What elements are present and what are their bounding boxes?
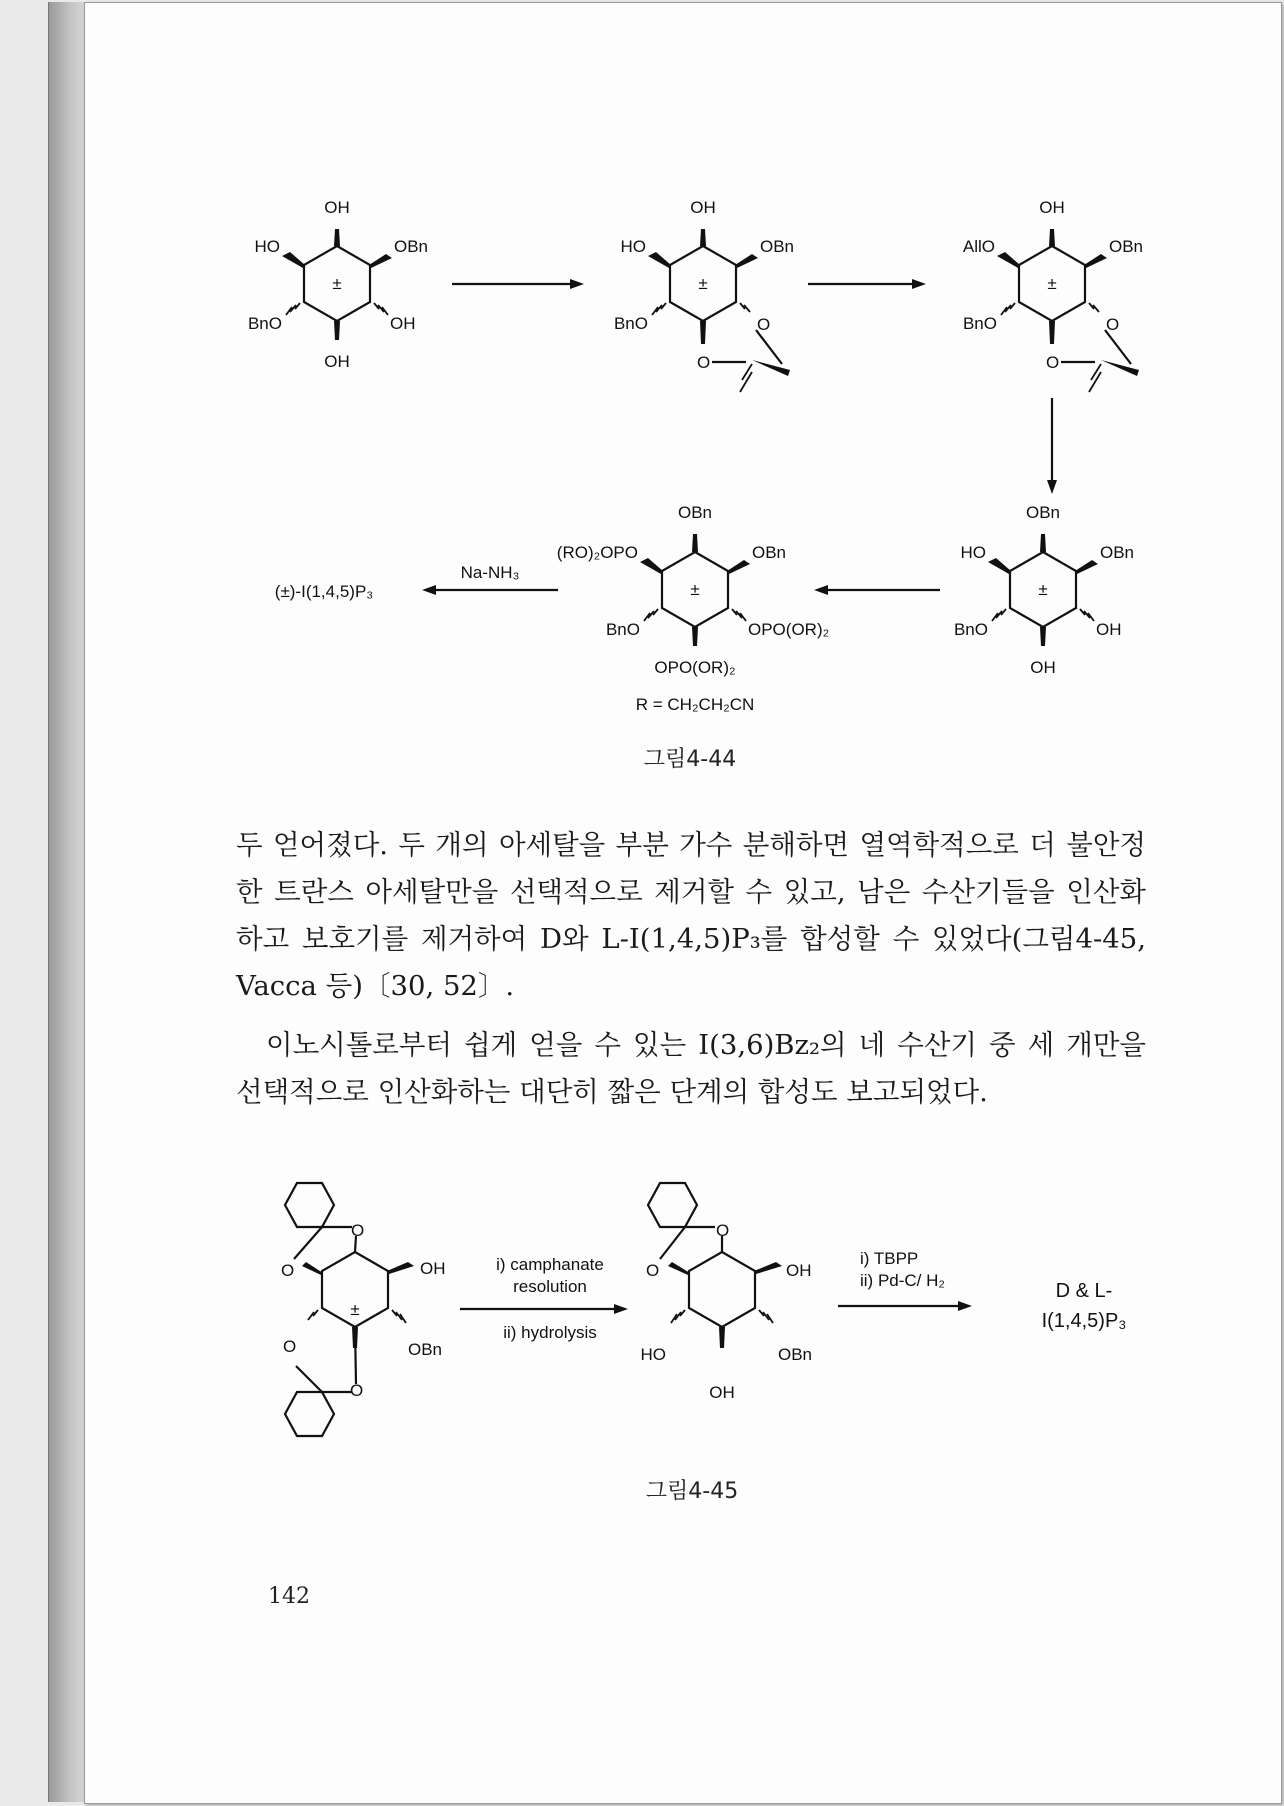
c3-lower-left: BnO: [962, 314, 997, 333]
step1-line2: resolution: [513, 1277, 587, 1296]
compound-4: [954, 503, 1134, 677]
c2-upper-left: HO: [620, 237, 646, 256]
cb-o1: O: [716, 1221, 730, 1240]
figure-4-45-caption: 그림4-45: [645, 1479, 739, 1504]
c1-upper-left: HO: [254, 237, 280, 256]
compound-b: [641, 1183, 813, 1402]
compound-2: [614, 198, 794, 392]
cb-bottom-oh: OH: [709, 1383, 735, 1402]
arrow-4-head: [814, 585, 828, 595]
arrow-5-head: [422, 585, 436, 595]
arrow-1-head: [570, 279, 584, 289]
c5-lower-right: OPO(OR)₂: [748, 620, 830, 639]
c5-lower-left: BnO: [605, 620, 640, 639]
ca-o3: O: [283, 1337, 297, 1356]
cb-left-ho: HO: [640, 1345, 666, 1364]
figure-4-44: [0, 0, 1284, 760]
cb-right-oh: OH: [786, 1261, 812, 1280]
compound-1: [248, 198, 428, 371]
c1-bottom-oh: OH: [324, 352, 350, 371]
cb-o2: O: [646, 1261, 660, 1280]
product2-line2: I(1,4,5)P₃: [1041, 1310, 1127, 1332]
c5-top-obn: OBn: [677, 503, 713, 522]
ca-center: ±: [350, 1300, 360, 1319]
ca-o2: O: [281, 1261, 295, 1280]
arrow-2-head: [912, 279, 926, 289]
c4-upper-left: HO: [960, 543, 986, 562]
c5-upper-left: (RO)₂OPO: [556, 543, 638, 562]
c5-bottom: OPO(OR)₂: [654, 658, 736, 677]
ca-right-oh: OH: [420, 1259, 446, 1278]
c1-lower-right: OH: [390, 314, 416, 333]
c4-bottom-oh: OH: [1030, 658, 1056, 677]
arrow-6-head: [614, 1304, 628, 1314]
c1-top-oh: OH: [324, 198, 350, 217]
step1-line3: ii) hydrolysis: [503, 1323, 597, 1342]
c2-lower-left: BnO: [613, 314, 648, 333]
c5-center: ±: [690, 580, 700, 599]
c3-center: ±: [1047, 274, 1057, 293]
c4-lower-right: OH: [1096, 620, 1122, 639]
arrow-3-head: [1047, 480, 1057, 494]
page-number: 142: [268, 1584, 310, 1609]
figure-4-44-caption: 그림4-44: [643, 747, 737, 772]
c3-top-oh: OH: [1039, 198, 1065, 217]
c4-top-obn: OBn: [1025, 503, 1061, 522]
c2-acetal-o1: O: [757, 315, 771, 334]
c2-top-oh: OH: [690, 198, 716, 217]
compound-3: [963, 198, 1143, 392]
c1-center: ±: [332, 274, 342, 293]
c2-center: ±: [698, 274, 708, 293]
r-definition: R = CH₂CH₂CN: [635, 695, 755, 714]
ca-right-obn: OBn: [408, 1340, 443, 1359]
c3-acetal-o2: O: [1046, 353, 1060, 372]
cb-right-obn: OBn: [778, 1345, 813, 1364]
figure-4-45: [0, 1150, 1284, 1480]
compound-5: [557, 503, 829, 714]
c1-lower-left: BnO: [247, 314, 282, 333]
c5-upper-right: OBn: [752, 543, 787, 562]
c1-upper-right: OBn: [394, 237, 429, 256]
compound-a: [281, 1183, 446, 1436]
ca-o4: O: [350, 1381, 364, 1400]
step2-line2: ii) Pd-C/ H₂: [860, 1271, 945, 1290]
c2-acetal-o2: O: [697, 353, 711, 372]
paragraph-2: 이노시톨로부터 쉽게 얻을 수 있는 I(3,6)Bz₂의 네 수산기 중 세 개만을 선택적으로 인산화하는 대단히 짧은 단계의 합성도 보고되었다.: [236, 1029, 1146, 1108]
c3-acetal-o1: O: [1106, 315, 1120, 334]
c4-upper-right: OBn: [1100, 543, 1135, 562]
product-ip3: (±)-I(1,4,5)P₃: [274, 582, 374, 601]
c2-upper-right: OBn: [760, 237, 795, 256]
c3-upper-right: OBn: [1109, 237, 1144, 256]
reagent-na-nh3: Na-NH₃: [460, 563, 520, 582]
c3-upper-left: AllO: [962, 237, 995, 256]
step1-line1: i) camphanate: [496, 1255, 604, 1274]
ca-o1: O: [351, 1221, 365, 1240]
c4-center: ±: [1038, 580, 1048, 599]
paragraph-1: 두 얻어졌다. 두 개의 아세탈을 부분 가수 분해하면 열역학적으로 더 불안정한 트란스 아세탈만을 선택적으로 제거할 수 있고, 남은 수산기들을 인산화하고 보호기를 제거하여 D와 L-I(1,4,5)P₃를 합성할 수 있었다(그림4-45, Vacca 등)〔30, 52〕.: [236, 829, 1146, 1002]
step2-line1: i) TBPP: [860, 1249, 919, 1268]
arrow-7-head: [958, 1301, 972, 1311]
c4-lower-left: BnO: [953, 620, 988, 639]
product2-line1: D & L-: [1055, 1280, 1113, 1302]
